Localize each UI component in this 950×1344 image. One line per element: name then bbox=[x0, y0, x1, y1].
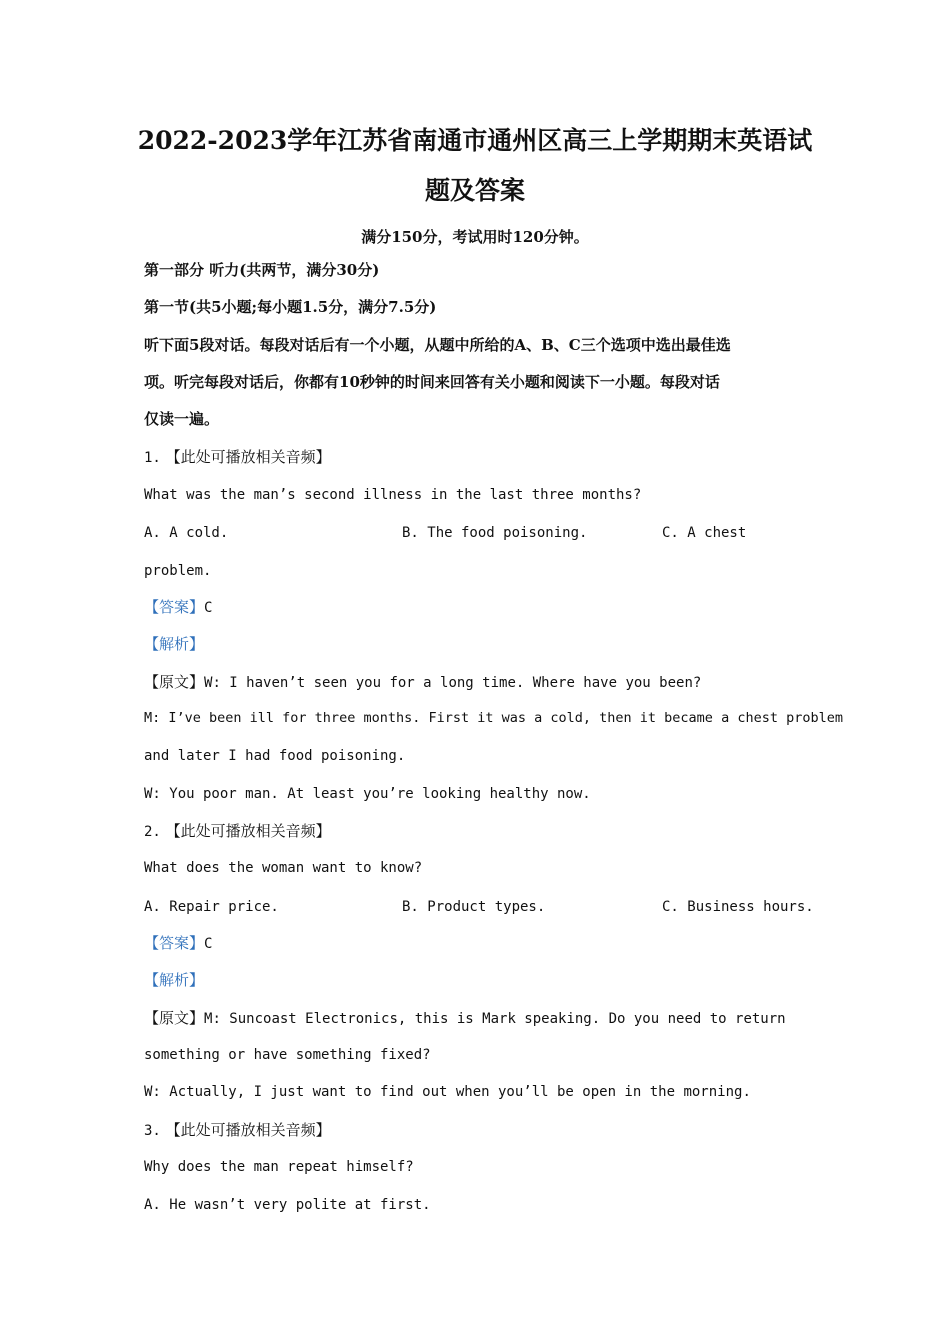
q2-transcript-text-1: M: Suncoast Electronics, this is Mark speaking. Do you need to return bbox=[204, 1011, 786, 1027]
q1-header bbox=[144, 450, 331, 465]
q2-option-c: C. Business hours. bbox=[662, 899, 814, 915]
q2-transcript-line-3: W: Actually, I just want to find out when you’ll be open in the morning. bbox=[144, 1084, 751, 1100]
q3-option-a: A. He wasn’t very polite at first. bbox=[144, 1197, 431, 1213]
q3-header bbox=[144, 1123, 331, 1138]
q3-question: Why does the man repeat himself? bbox=[144, 1159, 414, 1175]
q1-transcript-label: 【原文】 bbox=[144, 673, 205, 691]
q1-question: What was the man’s second illness in the last three months? bbox=[144, 487, 642, 503]
q2-answer bbox=[144, 936, 212, 951]
document-title-line-1: 2022-2023学年江苏省南通市通州区高三上学期期末英语试 bbox=[137, 126, 813, 155]
q1-answer-value: C bbox=[204, 600, 213, 616]
q2-header bbox=[144, 824, 331, 839]
q2-transcript-label: 【原文】 bbox=[144, 1009, 205, 1027]
q1-number: 1. bbox=[144, 450, 161, 466]
part1-heading: 第一部分 听力(共两节，满分30分) bbox=[144, 261, 380, 279]
q2-question: What does the woman want to know? bbox=[144, 860, 423, 876]
q2-number: 2. bbox=[144, 824, 161, 840]
q2-option-b: B. Product types. bbox=[402, 899, 546, 915]
q1-option-c: C. A chest bbox=[662, 525, 747, 541]
q2-answer-label: 【答案】 bbox=[144, 934, 205, 952]
q3-audio-placeholder[interactable]: 【此处可播放相关音频】 bbox=[165, 1121, 331, 1139]
q3-number: 3. bbox=[144, 1123, 161, 1139]
q1-answer-label: 【答案】 bbox=[144, 598, 205, 616]
score-time-note: 满分150分，考试用时120分钟。 bbox=[361, 228, 589, 246]
q2-transcript-line-2: something or have something fixed? bbox=[144, 1047, 431, 1063]
q1-option-b: B. The food poisoning. bbox=[402, 525, 588, 541]
q1-transcript-line-1 bbox=[144, 675, 701, 690]
q1-transcript-text-1: W: I haven’t seen you for a long time. Where have you been? bbox=[204, 675, 702, 691]
q1-transcript-line-2: M: I’ve been ill for three months. First it was a cold, then it became a chest problem bbox=[144, 710, 843, 726]
q1-answer bbox=[144, 600, 212, 615]
instructions-line-1: 听下面5段对话。每段对话后有一个小题，从题中所给的A、B、C三个选项中选出最佳选 bbox=[144, 336, 731, 354]
document-title-line-2: 题及答案 bbox=[424, 176, 525, 205]
q2-analysis-label: 【解析】 bbox=[144, 971, 205, 989]
q2-option-a: A. Repair price. bbox=[144, 899, 279, 915]
q2-transcript-line-1 bbox=[144, 1011, 786, 1026]
q1-transcript-line-4: W: You poor man. At least you’re looking healthy now. bbox=[144, 786, 591, 802]
q2-audio-placeholder[interactable]: 【此处可播放相关音频】 bbox=[165, 822, 331, 840]
q2-answer-value: C bbox=[204, 936, 213, 952]
q1-analysis-label: 【解析】 bbox=[144, 635, 205, 653]
instructions-line-2: 项。听完每段对话后，你都有10秒钟的时间来回答有关小题和阅读下一小题。每段对话 bbox=[144, 373, 720, 391]
q1-transcript-line-3: and later I had food poisoning. bbox=[144, 748, 406, 764]
q1-option-c-continued: problem. bbox=[144, 563, 212, 579]
section1-heading: 第一节(共5小题;每小题1.5分，满分7.5分) bbox=[144, 298, 437, 316]
q1-option-a: A. A cold. bbox=[144, 525, 229, 541]
instructions-line-3: 仅读一遍。 bbox=[144, 410, 220, 428]
q1-audio-placeholder[interactable]: 【此处可播放相关音频】 bbox=[165, 448, 331, 466]
